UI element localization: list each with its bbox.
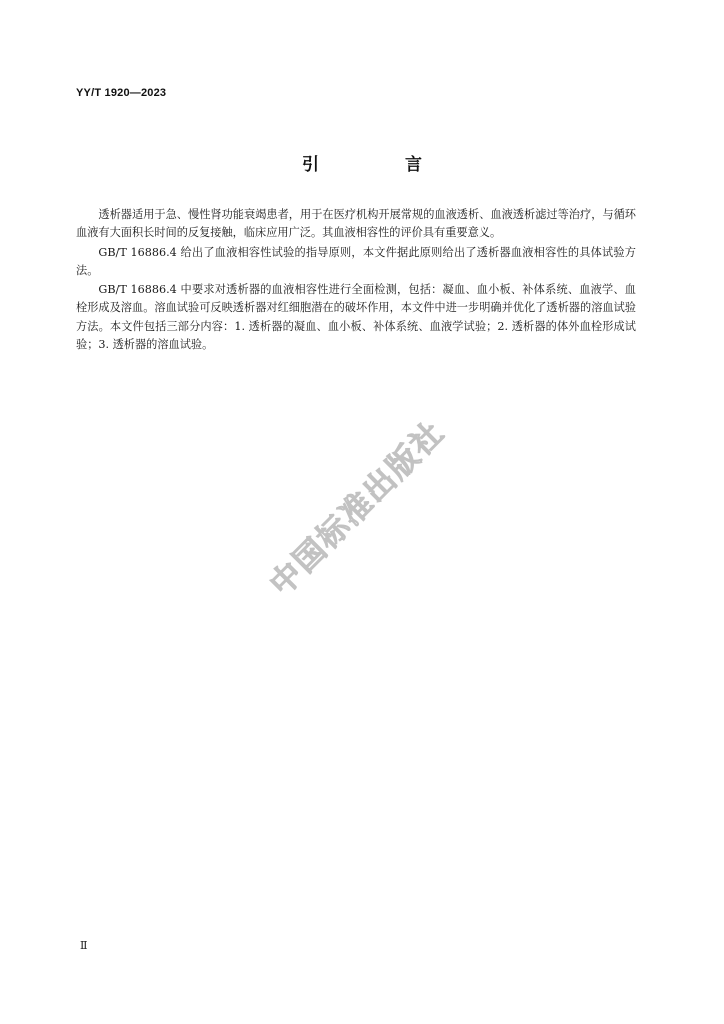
paragraph-3: GB/T 16886.4 中要求对透析器的血液相容性进行全面检测，包括：凝血、血小板、补体系统、血液学、血栓形成及溶血。溶血试验可反映透析器对红细胞潜在的破坏作用，本文件中进一步明确并优化了透析器的溶血试验方法。本文件包括三部分内容：1. 透析器的凝血、血小板、补体系统、血液学试验；2. 透析器的体外血栓形成试验；3. 透析器的溶血试验。	[76, 283, 636, 352]
paragraph-1: 透析器适用于急、慢性肾功能衰竭患者，用于在医疗机构开展常规的血液透析、血液透析滤过等治疗，与循环血液有大面积长时间的反复接触，临床应用广泛。其血液相容性的评价具有重要意义。	[76, 208, 636, 240]
section-title: 引 言	[302, 155, 462, 175]
standard-number: YY/T 1920—2023	[76, 87, 167, 99]
page-number: Ⅱ	[80, 939, 88, 952]
publisher-watermark: 中国标准出版社	[263, 414, 452, 603]
paragraph-2: GB/T 16886.4 给出了血液相容性试验的指导原则，本文件据此原则给出了透析器血液相容性的具体试验方法。	[76, 245, 636, 277]
body-text	[76, 206, 636, 355]
